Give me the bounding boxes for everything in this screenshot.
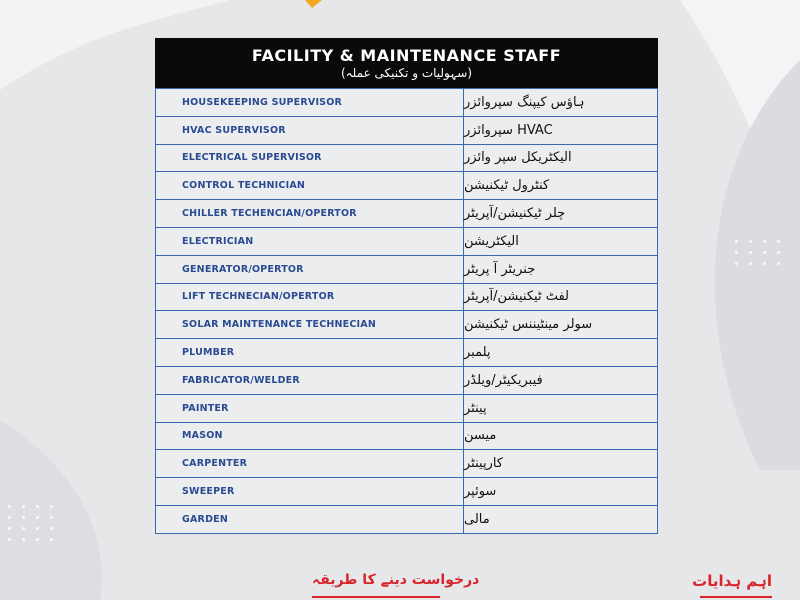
table-row [156,506,657,534]
job-title-english: CONTROL TECHNICIAN [156,172,464,199]
job-title-urdu: الیکٹریشن [464,233,519,249]
job-title-english: GENERATOR/OPERTOR [156,256,464,283]
job-title-english: PLUMBER [156,339,464,366]
job-title-urdu: HVAC سپروائزر [464,122,553,138]
important-instructions-underline [700,596,772,598]
job-title-english: SOLAR MAINTENANCE TECHNECIAN [156,311,464,338]
job-title-urdu: جنریٹر آ پریٹر [464,261,536,277]
table-row [156,367,657,395]
job-title-english: CARPENTER [156,450,464,477]
table-row [156,450,657,478]
job-title-urdu: پلمبر [464,345,491,361]
job-title-english: PAINTER [156,395,464,422]
table-row [156,200,657,228]
table-title-english: FACILITY & MAINTENANCE STAFF [251,45,562,65]
table-title-urdu: (سہولیات و تکنیکی عملہ) [340,65,473,80]
background-swoosh-right [680,0,800,380]
table-row [156,311,657,339]
table-row [156,339,657,367]
job-title-urdu: سوئپر [464,484,497,500]
job-title-urdu: چلر ٹیکنیشن/آپریٹر [464,206,566,222]
orange-accent-shape [305,0,322,8]
table-row [156,478,657,506]
table-row [156,284,657,312]
job-title-english: CHILLER TECHENCIAN/OPERTOR [156,200,464,227]
how-to-apply-underline [312,596,440,598]
table-header [155,38,658,88]
job-title-urdu: الیکٹریکل سپر وائزر [464,150,572,166]
staff-table [155,38,658,534]
how-to-apply-heading: درخواست دینے کا طریقہ [312,572,480,588]
table-body [155,88,658,534]
job-title-urdu: ہاؤس کیپنگ سپروائزر [464,94,585,110]
job-title-urdu: فیبریکیٹر/ویلڈر [464,372,543,388]
job-title-english: ELECTRICAL SUPERVISOR [156,145,464,172]
table-row [156,172,657,200]
table-row [156,145,657,173]
dot-pattern-right [735,240,783,265]
table-row [156,395,657,423]
job-title-english: LIFT TECHNECIAN/OPERTOR [156,284,464,311]
job-title-english: HOUSEKEEPING SUPERVISOR [156,89,464,116]
job-title-urdu: کارپینٹر [464,456,503,472]
background-arc-right [715,60,800,470]
job-title-english: GARDEN [156,506,464,533]
job-title-urdu: پینٹر [464,400,487,416]
job-title-english: HVAC SUPERVISOR [156,117,464,144]
table-row [156,423,657,451]
job-title-english: SWEEPER [156,478,464,505]
job-title-english: FABRICATOR/WELDER [156,367,464,394]
job-title-english: MASON [156,423,464,450]
table-row [156,256,657,284]
job-title-urdu: سولر مینٹیننس ٹیکنیشن [464,317,593,333]
job-title-urdu: لفٹ ٹیکنیشن/آپریٹر [464,289,569,305]
table-row [156,117,657,145]
dot-pattern-left [8,505,56,541]
important-instructions-heading: اہم ہدایات [692,572,772,590]
job-title-english: ELECTRICIAN [156,228,464,255]
table-row [156,228,657,256]
job-title-urdu: مالی [464,511,490,527]
table-row [156,88,657,117]
job-title-urdu: میسن [464,428,497,444]
job-title-urdu: کنٹرول ٹیکنیشن [464,178,550,194]
